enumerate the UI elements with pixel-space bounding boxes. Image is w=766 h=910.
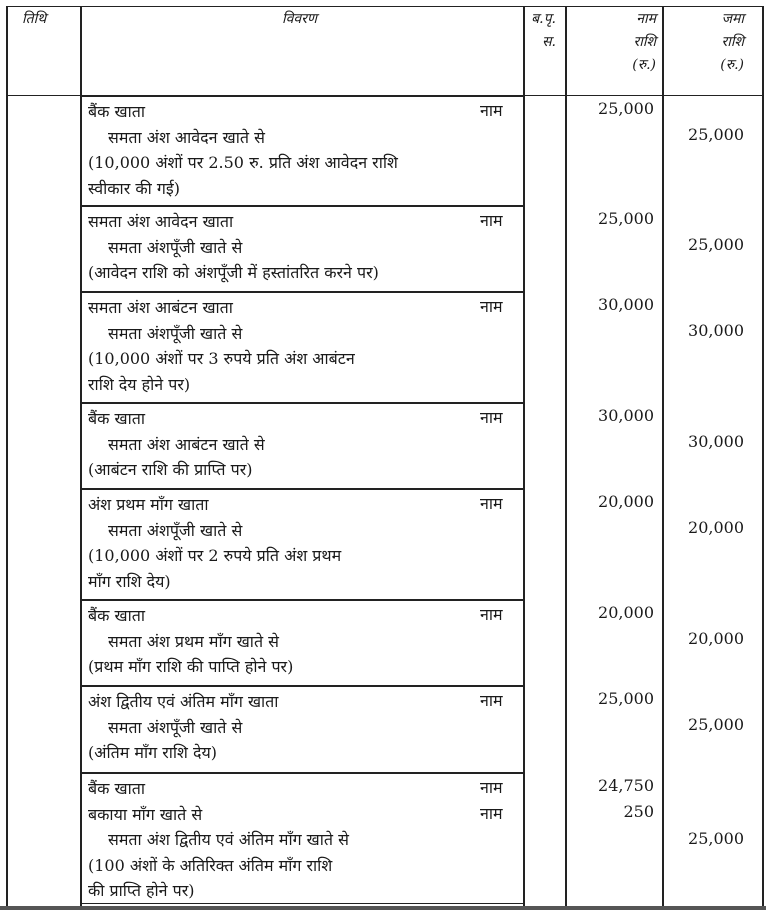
entry-line: बैंक खाता (88, 102, 146, 121)
credit-amount: 25,000 (688, 235, 744, 254)
entry-line: बकाया माँग खाते से (88, 804, 203, 824)
header-particulars: विवरण (282, 11, 318, 27)
entry-line: समता अंश आबंटन खाता (88, 298, 233, 317)
entry-line: अंश द्वितीय एवं अंतिम माँग खाता (88, 692, 279, 711)
entry-line: (आवेदन राशि को अंशपूँजी में हस्तांतरित करने पर) (88, 263, 379, 282)
entry-line: (10,000 अंशों पर 2 रुपये प्रति अंश प्रथम (88, 546, 342, 565)
debit-label: नाम (480, 408, 503, 427)
entry-line: (अंतिम माँग राशि देय) (88, 743, 218, 762)
debit-amount: 25,000 (598, 99, 654, 118)
entry-line: समता अंशपूँजी खाते से (108, 237, 243, 257)
debit-amount: 25,000 (598, 689, 654, 708)
debit-label: नाम (480, 101, 503, 120)
entry-line: की प्राप्ति होने पर) (88, 881, 195, 900)
entry-line: समता अंश आवेदन खाता (88, 212, 234, 231)
entry-line: समता अंशपूँजी खाते से (108, 717, 243, 737)
entry-line: समता अंश आवेदन खाते से (108, 127, 265, 147)
credit-amount: 25,000 (688, 125, 744, 144)
column-line-lf (565, 6, 567, 910)
debit-amount: 30,000 (598, 406, 654, 425)
entry-line: समता अंश आबंटन खाते से (108, 434, 265, 454)
debit-label: नाम (480, 691, 503, 710)
entry-line: समता अंश प्रथम माँग खाते से (108, 631, 279, 651)
debit-label: नाम (480, 297, 503, 316)
entry-line: समता अंश द्वितीय एवं अंतिम माँग खाते से (108, 830, 349, 849)
credit-amount: 30,000 (688, 432, 744, 451)
column-line-left (6, 6, 8, 910)
debit-amount: 250 (623, 801, 654, 821)
header-lf-line1: ब.पृ. (531, 11, 556, 27)
header-lf (530, 8, 556, 96)
bottom-edge (0, 906, 766, 910)
header-debit-line3: (रु.) (632, 57, 656, 73)
entry-line: माँग राशि देय) (88, 571, 171, 591)
debit-amount: 24,750 (598, 776, 654, 795)
entry-line: (आबंटन राशि की प्राप्ति पर) (88, 460, 253, 479)
credit-amount: 25,000 (688, 715, 744, 734)
header-credit (694, 8, 744, 96)
entry-line: (10,000 अंशों पर 2.50 रु. प्रति अंश आवेदन राशि (88, 153, 398, 172)
entry-line: (प्रथम माँग राशि की पाप्ति होने पर) (88, 657, 294, 676)
entry-line: (10,000 अंशों पर 3 रुपये प्रति अंश आबंटन (88, 349, 355, 368)
header-credit-line2: राशि (721, 34, 744, 50)
credit-amount: 20,000 (688, 629, 744, 648)
debit-label: नाम (480, 778, 503, 797)
column-line-right (762, 6, 764, 910)
header-credit-line3: (रु.) (720, 57, 744, 73)
header-debit-line1: नाम (636, 11, 656, 27)
debit-label: नाम (480, 494, 503, 513)
entry-line: समता अंशपूँजी खाते से (108, 323, 243, 343)
credit-amount: 20,000 (688, 518, 744, 537)
entry-line: समता अंशपूँजी खाते से (108, 520, 243, 540)
entry-line: बैंक खाता (88, 409, 146, 428)
entry-line: (100 अंशों के अतिरिक्त अंतिम माँग राशि (88, 855, 333, 875)
header-date: तिथि (22, 11, 47, 27)
header-lf-line2: स. (542, 34, 556, 50)
debit-amount: 20,000 (598, 492, 654, 511)
credit-amount: 30,000 (688, 321, 744, 340)
entry-line: बैंक खाता (88, 606, 146, 625)
debit-amount: 20,000 (598, 603, 654, 622)
credit-amount: 25,000 (688, 829, 744, 848)
debit-amount: 30,000 (598, 295, 654, 314)
header-debit (596, 8, 656, 96)
entry-line: अंश प्रथम माँग खाता (88, 495, 209, 514)
header-credit-line1: जमा (721, 11, 744, 27)
debit-label: नाम (480, 211, 503, 230)
entry-line: राशि देय होने पर) (88, 374, 191, 394)
debit-amount: 25,000 (598, 209, 654, 228)
header-debit-line2: राशि (633, 34, 656, 50)
debit-label: नाम (480, 803, 503, 823)
debit-label: नाम (480, 605, 503, 624)
entry-line: बैंक खाता (88, 779, 146, 798)
entry-line: स्वीकार की गई) (88, 178, 180, 198)
